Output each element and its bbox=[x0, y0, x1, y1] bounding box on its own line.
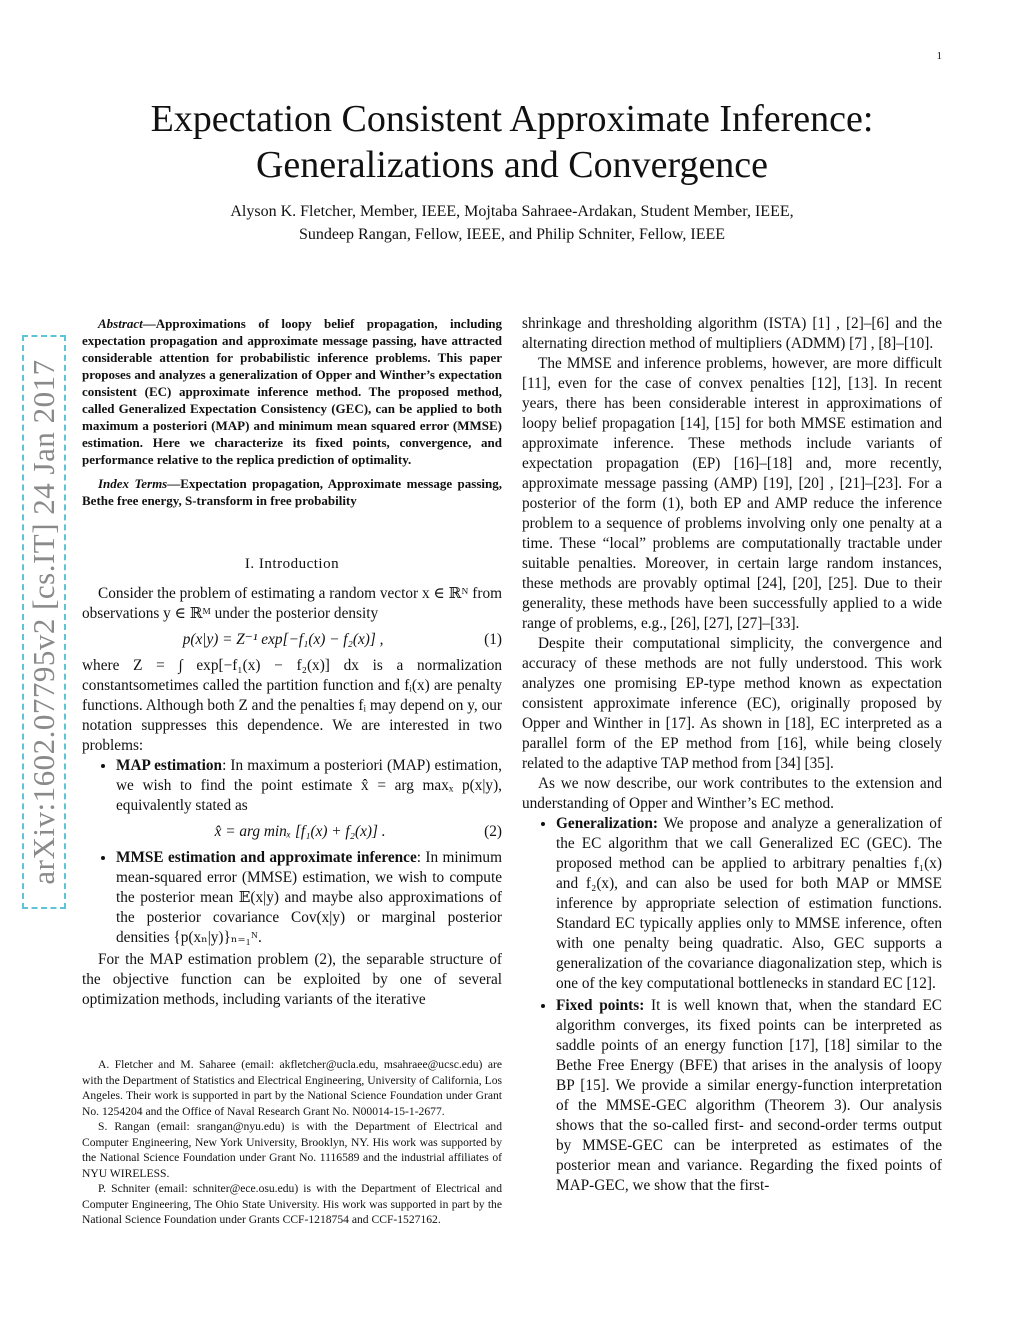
equation-2 bbox=[116, 822, 502, 842]
equation-2-body: x̂ = arg minₓ [f₁(x) + f₂(x)] . bbox=[214, 823, 386, 840]
authors-line-2: Sundeep Rangan, Fellow, IEEE, and Philip Schniter, Fellow, IEEE bbox=[298, 226, 726, 243]
index-terms bbox=[82, 475, 502, 509]
author-list bbox=[0, 200, 1024, 246]
footnote-fletcher: A. Fletcher and M. Saharee (email: akfletcher@ucla.edu, msahraee@ucsc.edu) are with the Department of Statistics and Electrical Engineering, University of California, Los Angeles. Their work is supported in part by the National Science Foundation under Grant No. 1254204 and the Office of Naval Research Grant No. N00014-15-1-2677. bbox=[82, 1058, 502, 1118]
map-heading: MAP estimation bbox=[116, 757, 223, 774]
list-item-fixed-points bbox=[556, 996, 942, 1196]
list-item-generalization bbox=[556, 814, 942, 994]
fixed-points-heading: Fixed points: bbox=[556, 997, 645, 1014]
mmse-heading: MMSE estimation and approximate inference bbox=[116, 849, 417, 866]
right-paragraph-4: As we now describe, our work contributes to the extension and understanding of Opper and Winther’s EC method. bbox=[522, 775, 942, 812]
intro-paragraph-2: where Z = ∫ exp[−f₁(x) − f₂(x)] dx is a normalization constantsometimes called the partition function and fᵢ(x) are penalty functions. Although both Z and the penalties fᵢ may depend on y, our notation suppresses this dependence. We are interested in two problems: bbox=[82, 657, 502, 754]
map-text: : In maximum a posteriori (MAP) estimation, we wish to find the point estimate x̂ = arg maxₓ p(x|y), equivalently stated as bbox=[116, 757, 502, 814]
arxiv-stamp-text: arXiv:1602.07795v2 [cs.IT] 24 Jan 2017 bbox=[26, 359, 61, 885]
abstract-label: Abstract bbox=[98, 316, 143, 331]
footnote-rangan: S. Rangan (email: srangan@nyu.edu) is with the Department of Electrical and Computer Engineering, New York University, Brooklyn, NY. His work was supported by the National Science Foundation under Grant No. 1116589 and the industrial affiliates of NYU WIRELESS. bbox=[82, 1120, 502, 1180]
title-line-2: Generalizations and Convergence bbox=[255, 144, 769, 186]
problem-list bbox=[82, 756, 502, 948]
index-terms-label: Index Terms bbox=[98, 476, 168, 491]
equation-1 bbox=[82, 630, 502, 650]
contribution-list bbox=[522, 814, 942, 1196]
equation-2-number: (2) bbox=[484, 823, 502, 840]
arxiv-stamp[interactable] bbox=[22, 335, 66, 909]
intro-column bbox=[82, 554, 502, 1010]
right-column bbox=[522, 314, 942, 1198]
page-number: 1 bbox=[936, 50, 942, 62]
right-paragraph-2: The MMSE and inference problems, however, are more difficult [11], even for the case of convex penalties [12], [13]. In recent years, there has been considerable interest in approximations of loopy belief propagation [14], [15] for both MMSE estimation and approximate inference. These methods include variants of expectation propagation (EP) [16]–[18] and, more recently, approximate message passing (AMP) [19], [20] , [21]–[23]. For a posterior of the form (1), both EP and AMP reduce the inference problem to a sequence of problems involving only one penalty at a time. These “local” problems are computationally tractable under suitable penalties. Moreover, in certain large random instances, these methods are provably optimal [24], [20], [25]. Due to their generality, these methods have been successfully applied to a wide range of problems, e.g., [26], [27], [27]–[33]. bbox=[522, 355, 942, 632]
equation-1-body: p(x|y) = Z⁻¹ exp[−f₁(x) − f₂(x)] , bbox=[182, 631, 384, 648]
generalization-text: We propose and analyze a generalization of the EC algorithm that we call Generalized EC (GEC). The proposed method can be applied to arbitrary penalties f₁(x) and f₂(x), and can also be used for both MAP or MMSE inference by appropriate selection of estimation functions. Standard EC typically applies only to MMSE inference, often with one penalty being quadratic. Also, GEC supports a generalization of the covariance diagonalization step, which is one of the key computational bottlenecks in standard EC [12]. bbox=[556, 815, 942, 992]
abstract-text: —Approximations of loopy belief propagation, including expectation propagation and approximate message passing, have attracted considerable attention for probabilistic inference problems. This paper proposes and analyzes a generalization of Opper and Winther’s expectation consistent (EC) approximate inference method. The proposed method, called Generalized Expectation Consistency (GEC), can be applied to both maximum a posteriori (MAP) and minimum mean squared error (MMSE) estimation. Here we characterize its fixed points, convergence, and performance relative to the replica prediction of optimality. bbox=[82, 316, 502, 467]
footnotes bbox=[82, 1057, 502, 1228]
section-heading-introduction: I. Introduction bbox=[244, 556, 340, 572]
fixed-points-text: It is well known that, when the standard EC algorithm converges, its fixed points can be interpreted as saddle points of an energy function [17], [18] similar to the Bethe Free Energy (BFE) that arises in the analysis of loopy BP [15]. We provide a similar energy-function interpretation of the MMSE-GEC algorithm (Theorem 3). Our analysis shows that the so-called first- and second-order terms output by MMSE-GEC can be interpreted as estimates of the posterior mean and variance. Regarding the fixed points of MAP-GEC, we show that the first- bbox=[556, 997, 942, 1194]
abstract bbox=[82, 315, 502, 468]
intro-paragraph-1: Consider the problem of estimating a random vector x ∈ ℝᴺ from observations y ∈ ℝᴹ under the posterior density bbox=[82, 585, 502, 622]
mmse-text: : In minimum mean-squared error (MMSE) estimation, we wish to compute the posterior mean 𝔼(x|y) and maybe also approximations of the posterior covariance Cov(x|y) or marginal posterior densities {p(xₙ|y)}ₙ₌₁ᴺ. bbox=[116, 849, 502, 946]
equation-1-number: (1) bbox=[484, 631, 502, 648]
list-item-map bbox=[116, 756, 502, 842]
left-column bbox=[82, 315, 502, 516]
list-item-mmse bbox=[116, 848, 502, 948]
right-paragraph-3: Despite their computational simplicity, the convergence and accuracy of these methods are not fully understood. This work analyzes one promising EP-type method known as expectation consistent approximate inference (EC), originally proposed by Opper and Winther in [17]. As shown in [18], EC interpreted as a parallel form of the EP method from [16], while being closely related to the adaptive TAP method from [34] [35]. bbox=[522, 635, 942, 772]
authors-line-1: Alyson K. Fletcher, Member, IEEE, Mojtaba Sahraee-Ardakan, Student Member, IEEE, bbox=[230, 203, 794, 220]
title-line-1: Expectation Consistent Approximate Inference: bbox=[150, 98, 874, 140]
footnote-schniter: P. Schniter (email: schniter@ece.osu.edu) is with the Department of Electrical and Computer Engineering, The Ohio State University. His work was supported in part by the National Science Foundation under Grants CCF-1218754 and CCF-1527162. bbox=[82, 1182, 502, 1226]
paper-title bbox=[0, 96, 1024, 188]
right-paragraph-1: shrinkage and thresholding algorithm (ISTA) [1] , [2]–[6] and the alternating direction method of multipliers (ADMM) [7] , [8]–[10]. bbox=[522, 315, 942, 352]
intro-paragraph-3: For the MAP estimation problem (2), the separable structure of the objective function can be exploited by one of several optimization methods, including variants of the iterative bbox=[82, 951, 502, 1008]
index-terms-text: —Expectation propagation, Approximate message passing, Bethe free energy, S-transform in free probability bbox=[82, 476, 502, 508]
generalization-heading: Generalization: bbox=[556, 815, 658, 832]
